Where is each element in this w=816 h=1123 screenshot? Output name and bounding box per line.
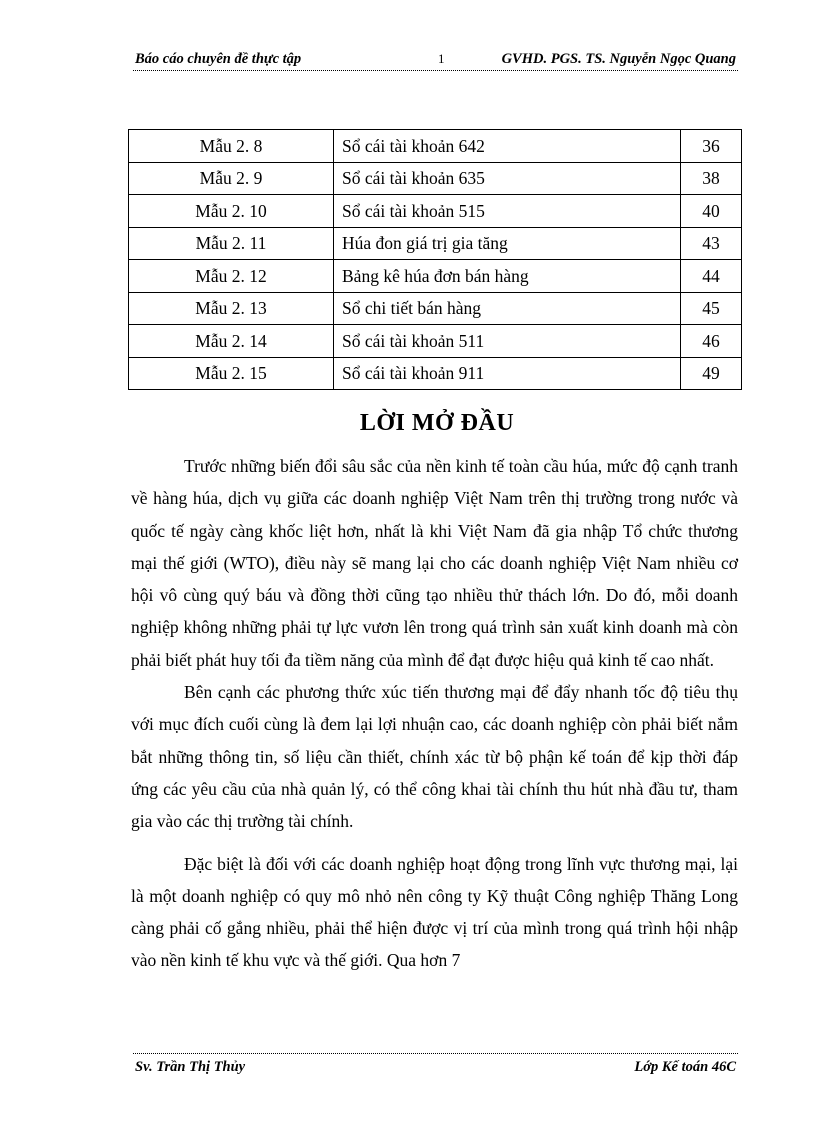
figure-page: 40 [681, 195, 742, 228]
figure-title: Húa đon giá trị gia tăng [334, 227, 681, 260]
page-number: 1 [438, 51, 445, 66]
figure-label: Mẫu 2. 12 [129, 260, 334, 293]
table-of-figures [128, 129, 742, 390]
table-row [129, 357, 742, 390]
figure-title: Sổ cái tài khoản 515 [334, 195, 681, 228]
table-row [129, 292, 742, 325]
page-footer [133, 1053, 738, 1082]
figure-title: Bảng kê húa đơn bán hàng [334, 260, 681, 293]
table-row [129, 162, 742, 195]
paragraph: Đặc biệt là đối với các doanh nghiệp hoạt động trong lĩnh vực thương mại, lại là một doanh nghiệp có quy mô nhỏ nên công ty Kỹ thuật Công nghiệp Thăng Long càng phải cố gắng nhiều, phải thể hiện được vị trí của mình trong quá trình hội nhập vào nền kinh tế khu vực và thế giới. Qua hơn 7 [131, 853, 738, 971]
page-header [133, 48, 738, 71]
figure-page: 49 [681, 357, 742, 390]
figure-label: Mẫu 2. 11 [129, 227, 334, 260]
section-title: LỜI MỞ ĐẦU [359, 410, 515, 436]
figure-label: Mẫu 2. 15 [129, 357, 334, 390]
body-text [131, 450, 738, 977]
header-report-title: Báo cáo chuyên đề thực tập [135, 51, 302, 67]
figure-title: Sổ cái tài khoản 911 [334, 357, 681, 390]
figure-label: Mẫu 2. 10 [129, 195, 334, 228]
figure-page: 44 [681, 260, 742, 293]
figure-label: Mẫu 2. 8 [129, 130, 334, 163]
table-row [129, 130, 742, 163]
footer-class: Lớp Kế toán 46C [634, 1059, 736, 1075]
figure-page: 36 [681, 130, 742, 163]
paragraph: Trước những biến đổi sâu sắc của nền kinh tế toàn cầu húa, mức độ cạnh tranh về hàng húa, dịch vụ giữa các doanh nghiệp Việt Nam trên thị trường trong nước và quốc tế ngày càng khốc liệt hơn, nhất là khi Việt Nam đã gia nhập Tổ chức thương mại thế giới (WTO), điều này sẽ mang lại cho các doanh nghiệp Việt Nam nhiều cơ hội vô cùng quý báu và đồng thời cũng tạo nhiều thử thách lớn. Do đó, mỗi doanh nghiệp không những phải tự lực vươn lên trong quá trình sản xuất kinh doanh mà còn phải biết phát huy tối đa tiềm năng của mình để đạt được hiệu quả kinh tế cao nhất. [131, 456, 738, 670]
figure-title: Sổ cái tài khoản 642 [334, 130, 681, 163]
paragraph: Bên cạnh các phương thức xúc tiến thương mại để đẩy nhanh tốc độ tiêu thụ với mục đích cuối cùng là đem lại lợi nhuận cao, các doanh nghiệp còn phải biết nắm bắt những thông tin, số liệu cần thiết, chính xác từ bộ phận kế toán để kịp thời đáp ứng các yêu cầu của nhà quản lý, có thể công khai tài chính thu hút nhà đầu tư, tham gia vào các thị trường tài chính. [131, 682, 738, 832]
figure-label: Mẫu 2. 14 [129, 325, 334, 358]
table-row [129, 260, 742, 293]
figure-label: Mẫu 2. 13 [129, 292, 334, 325]
figure-page: 43 [681, 227, 742, 260]
figure-title: Sổ cái tài khoản 635 [334, 162, 681, 195]
figure-page: 45 [681, 292, 742, 325]
header-advisor: GVHD. PGS. TS. Nguyễn Ngọc Quang [501, 51, 736, 67]
figure-page: 46 [681, 325, 742, 358]
table-row [129, 227, 742, 260]
footer-student: Sv. Trần Thị Thủy [135, 1059, 246, 1075]
figure-title: Sổ cái tài khoản 511 [334, 325, 681, 358]
table-row [129, 325, 742, 358]
figure-title: Sổ chi tiết bán hàng [334, 292, 681, 325]
figure-page: 38 [681, 162, 742, 195]
table-row [129, 195, 742, 228]
figure-label: Mẫu 2. 9 [129, 162, 334, 195]
